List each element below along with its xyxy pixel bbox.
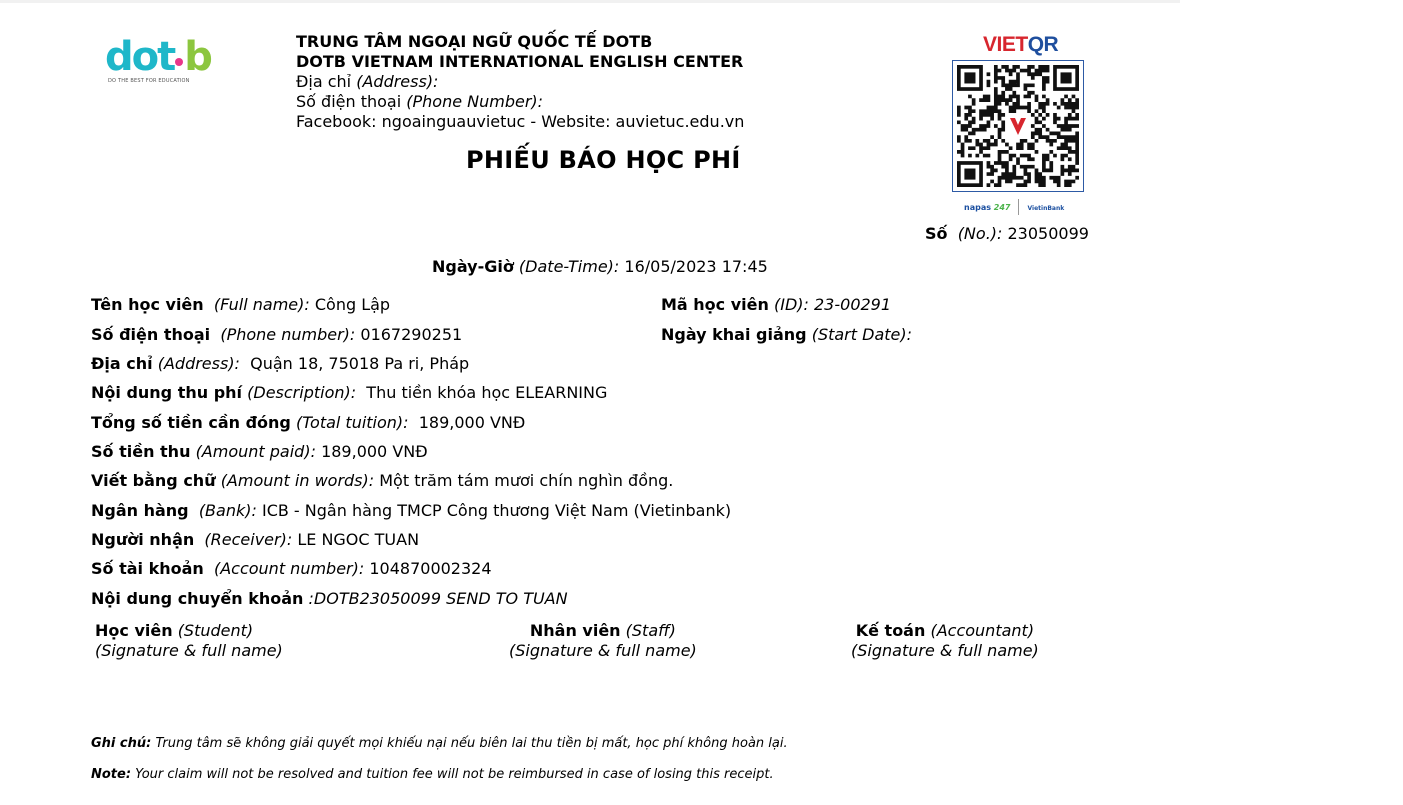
center-header	[296, 32, 744, 132]
dotb-logo	[105, 34, 215, 88]
vietqr-logo: VIETQR	[983, 33, 1059, 56]
field-start-date: Ngày khai giảng (Start Date):	[661, 325, 912, 344]
logo-text-b: b	[184, 34, 211, 80]
signature-staff: Nhân viên (Staff) (Signature & full name)	[509, 621, 697, 660]
signature-accountant: Kế toán (Accountant) (Signature & full name)	[851, 621, 1039, 660]
field-full-name: Tên học viên (Full name): Công Lập	[91, 295, 391, 314]
field-transfer-content: Nội dung chuyển khoản :DOTB23050099 SEND TO TUAN	[91, 589, 568, 608]
field-address: Địa chỉ (Address): Quận 18, 75018 Pa ri, Pháp	[91, 354, 470, 373]
vietinbank-logo: VietinBank	[1027, 205, 1065, 212]
field-student-id: Mã học viên (ID): 23-00291	[661, 295, 892, 314]
field-bank: Ngân hàng (Bank): ICB - Ngân hàng TMCP Công thương Việt Nam (Vietinbank)	[91, 501, 732, 520]
field-description: Nội dung thu phí (Description): Thu tiền khóa học ELEARNING	[91, 383, 608, 402]
receipt-number: Số (No.): 23050099	[925, 224, 1089, 243]
logo-wordmark	[105, 34, 211, 80]
field-amount-paid: Số tiền thu (Amount paid): 189,000 VNĐ	[91, 442, 428, 461]
field-amount-words: Viết bằng chữ (Amount in words): Một trăm tám mươi chín nghìn đồng.	[91, 471, 674, 490]
payment-qr-code	[952, 60, 1084, 192]
center-name-vn: TRUNG TÂM NGOẠI NGỮ QUỐC TẾ DOTB	[296, 32, 653, 51]
field-phone: Số điện thoại (Phone number): 0167290251	[91, 325, 463, 344]
bank-logos	[964, 199, 1064, 215]
field-total-tuition: Tổng số tiền cần đóng (Total tuition): 189,000 VNĐ	[91, 413, 526, 432]
note-english: Note: Your claim will not be resolved and tuition fee will not be reimbursed in case of losing this receipt.	[91, 767, 774, 782]
divider	[1018, 199, 1019, 215]
center-phone: Số điện thoại (Phone Number):	[296, 92, 544, 111]
signature-student: Học viên (Student) (Signature & full name)	[95, 621, 283, 660]
field-account-number: Số tài khoản (Account number): 104870002324	[91, 559, 492, 578]
receipt-datetime: Ngày-Giờ (Date-Time): 16/05/2023 17:45	[432, 257, 768, 276]
top-border	[0, 0, 1180, 3]
logo-tagline: DO THE BEST FOR EDUCATION	[108, 78, 190, 84]
page-title: PHIẾU BÁO HỌC PHÍ	[466, 146, 741, 174]
logo-text-dot: dot	[105, 34, 175, 80]
center-address: Địa chỉ (Address):	[296, 72, 439, 91]
note-vietnamese: Ghi chú: Trung tâm sẽ không giải quyết mọi khiếu nại nếu biên lai thu tiền bị mất, học phí không hoàn lại.	[91, 736, 788, 751]
logo-dot-icon	[175, 58, 183, 66]
field-receiver: Người nhận (Receiver): LE NGOC TUAN	[91, 530, 420, 549]
center-name-en: DOTB VIETNAM INTERNATIONAL ENGLISH CENTER	[296, 52, 744, 71]
qr-code-graphic	[953, 61, 1083, 191]
center-facebook-website: Facebook: ngoainguauvietuc - Website: auvietuc.edu.vn	[296, 112, 745, 131]
napas-logo: napas 247	[964, 203, 1011, 212]
